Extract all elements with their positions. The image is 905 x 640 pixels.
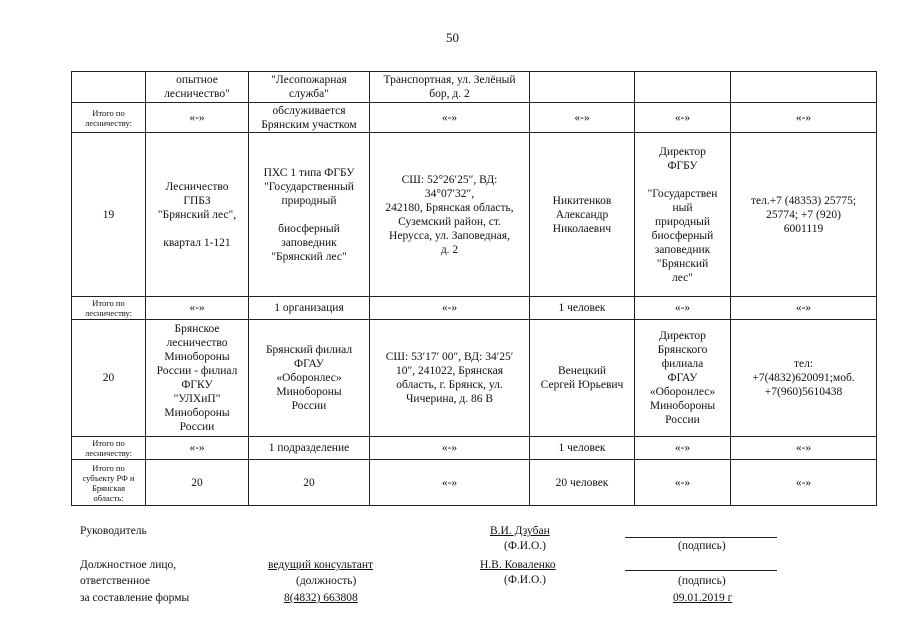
table-row <box>72 320 877 437</box>
facilities-table <box>71 71 877 506</box>
table-row <box>72 297 877 320</box>
table-cell: «-» <box>370 437 530 460</box>
fio-caption: (Ф.И.О.) <box>504 540 546 552</box>
date-value: 09.01.2019 г <box>673 592 733 604</box>
table-cell <box>530 72 635 103</box>
table-row <box>72 103 877 133</box>
table-cell: «-» <box>731 103 877 133</box>
table-cell: «-» <box>146 103 249 133</box>
position-value: ведущий консультант <box>268 559 374 571</box>
table-cell: Директор ФГБУ "Государствен ный природный биосферный заповедник "Брянский лес" <box>635 133 731 297</box>
table-row <box>72 72 877 103</box>
table-cell: Брянский филиал ФГАУ «Оборонлес» Минобороны России <box>249 320 370 437</box>
phone-value: 8(4832) 663808 <box>284 592 358 604</box>
head-name: В.И. Дзубан <box>490 525 550 537</box>
table-cell: «-» <box>146 437 249 460</box>
table-cell: 1 человек <box>530 437 635 460</box>
table-row <box>72 460 877 506</box>
page-number: 50 <box>446 30 459 45</box>
official-label-line-1: Должностное лицо, <box>80 559 177 571</box>
table-cell: «-» <box>731 437 877 460</box>
table-cell: «-» <box>146 297 249 320</box>
table-cell: СШ: 52°26′25″, ВД: 34°07′32″, 242180, Брянская область, Суземский район, ст. Нерусса, ул. Заповедная, д. 2 <box>370 133 530 297</box>
table-cell: 20 человек <box>530 460 635 506</box>
position-caption: (должность) <box>296 575 357 587</box>
table-cell: «-» <box>635 103 731 133</box>
table-cell: Никитенков Александр Николаевич <box>530 133 635 297</box>
table-cell: Транспортная, ул. Зелёный бор, д. 2 <box>370 72 530 103</box>
head-label: Руководитель <box>80 525 147 537</box>
table-cell: «-» <box>370 103 530 133</box>
official-label-line-2: ответственное <box>80 575 151 587</box>
signature-caption: (подпись) <box>678 540 726 552</box>
table-cell: Итого по лесничеству: <box>72 103 146 133</box>
table-cell: Брянское лесничество Минобороны России - филиал ФГКУ "УЛХиП" Минобороны России <box>146 320 249 437</box>
table-cell: «-» <box>370 297 530 320</box>
table-cell: Лесничество ГПБЗ "Брянский лес", квартал 1-121 <box>146 133 249 297</box>
table-cell: 20 <box>146 460 249 506</box>
table-cell: Итого по лесничеству: <box>72 437 146 460</box>
table-cell: тел.+7 (48353) 25775; 25774; +7 (920) 6001119 <box>731 133 877 297</box>
table-cell: «-» <box>731 297 877 320</box>
table-cell: 19 <box>72 133 146 297</box>
table-cell: ПХС 1 типа ФГБУ "Государственный природный биосферный заповедник "Брянский лес" <box>249 133 370 297</box>
table-cell <box>72 72 146 103</box>
table-cell: 1 подразделение <box>249 437 370 460</box>
table-row <box>72 437 877 460</box>
table-cell: СШ: 53′17′ 00″, ВД: 34′25′ 10″, 241022, Брянская область, г. Брянск, ул. Чичерина, д. 86 В <box>370 320 530 437</box>
table-cell: "Лесопожарная служба" <box>249 72 370 103</box>
table-cell: 1 организация <box>249 297 370 320</box>
table-cell: обслуживается Брянским участком <box>249 103 370 133</box>
table-cell: «-» <box>635 437 731 460</box>
table-cell: Итого по субъекту РФ и Брянская область: <box>72 460 146 506</box>
table-cell: «-» <box>731 460 877 506</box>
signature-caption: (подпись) <box>678 575 726 587</box>
table-cell: «-» <box>530 103 635 133</box>
table-cell: «-» <box>370 460 530 506</box>
signature-line <box>625 570 777 571</box>
table-cell: «-» <box>635 297 731 320</box>
official-name: Н.В. Коваленко <box>480 559 556 571</box>
table-cell: «-» <box>635 460 731 506</box>
table-row <box>72 133 877 297</box>
table-cell: Венецкий Сергей Юрьевич <box>530 320 635 437</box>
table-cell: опытное лесничество" <box>146 72 249 103</box>
table-cell: Директор Брянского филиала ФГАУ «Оборонлес» Минобороны России <box>635 320 731 437</box>
table-cell: 20 <box>249 460 370 506</box>
official-label-line-3: за составление формы <box>80 592 190 604</box>
table-cell: 20 <box>72 320 146 437</box>
table-cell: тел: +7(4832)620091;моб. +7(960)5610438 <box>731 320 877 437</box>
fio-caption: (Ф.И.О.) <box>504 574 546 586</box>
table-cell <box>731 72 877 103</box>
table-cell: 1 человек <box>530 297 635 320</box>
table-cell: Итого по лесничеству: <box>72 297 146 320</box>
table-cell <box>635 72 731 103</box>
